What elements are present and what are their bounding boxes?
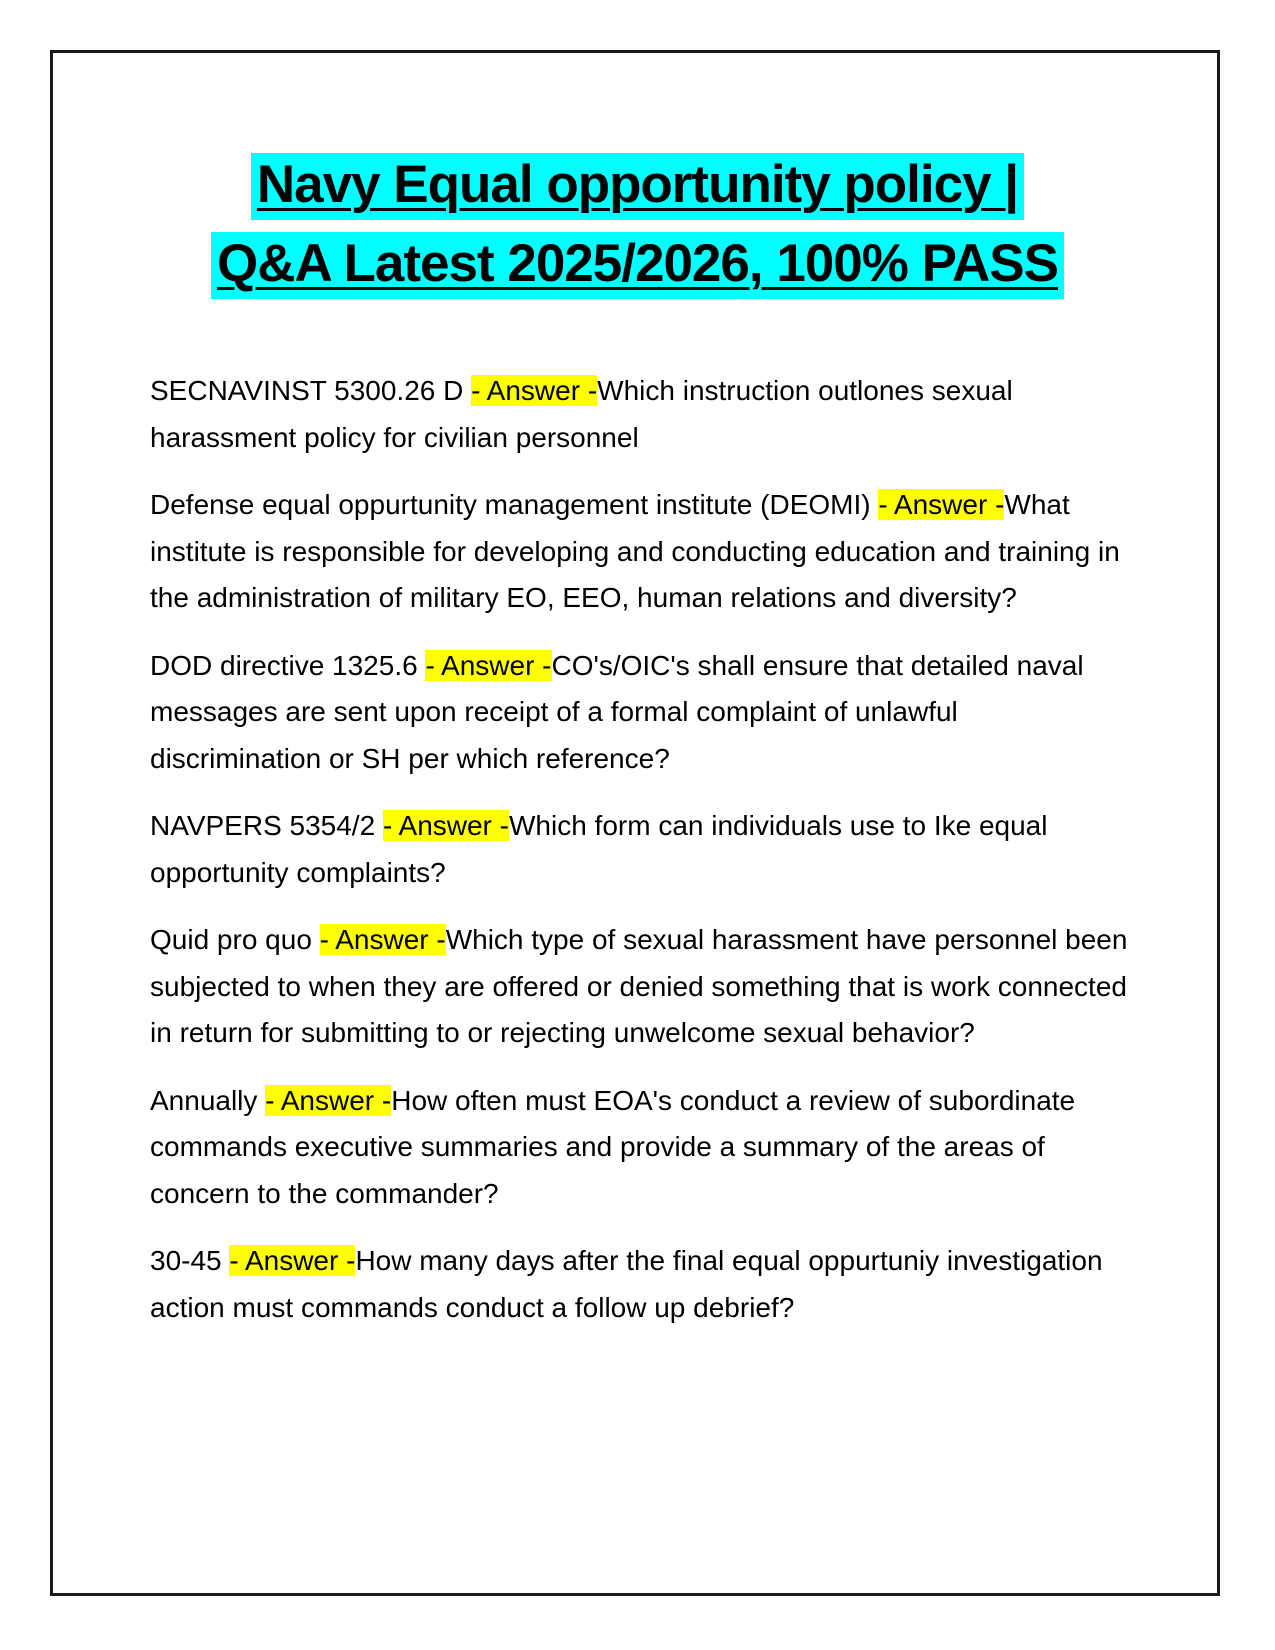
qa-question: What institute is responsible for developing and conducting education and training in the administration of military EO, EEO, human relations and diversity? bbox=[150, 489, 1120, 613]
qa-question: Which type of sexual harassment have personnel been subjected to when they are offered or denied something that is work connected in return for submitting to or rejecting unwelcome sexual behavior? bbox=[150, 924, 1128, 1048]
qa-item bbox=[150, 917, 1130, 1057]
qa-item bbox=[150, 803, 1130, 896]
qa-term: Quid pro quo bbox=[150, 924, 320, 955]
answer-separator: - Answer - bbox=[471, 375, 598, 406]
qa-item bbox=[150, 1238, 1130, 1331]
qa-question: Which instruction outlones sexual harassment policy for civilian personnel bbox=[150, 375, 1013, 453]
title-line-1: Navy Equal opportunity policy | bbox=[251, 153, 1024, 220]
title-line-2: Q&A Latest 2025/2026, 100% PASS bbox=[211, 232, 1064, 299]
qa-question: Which form can individuals use to Ike equal opportunity complaints? bbox=[150, 810, 1048, 888]
qa-item bbox=[150, 482, 1130, 622]
qa-item bbox=[150, 1078, 1130, 1218]
answer-separator: - Answer - bbox=[878, 489, 1005, 520]
qa-question: CO's/OIC's shall ensure that detailed naval messages are sent upon receipt of a formal complaint of unlawful discrimination or SH per which reference? bbox=[150, 649, 1084, 774]
qa-question: How many days after the final equal oppurtuniy investigation action must commands conduct a follow up debrief? bbox=[150, 1245, 1103, 1323]
answer-separator: - Answer - bbox=[382, 810, 509, 841]
qa-question: How often must EOA's conduct a review of subordinate commands executive summaries and provide a summary of the areas of concern to the commander? bbox=[150, 1084, 1076, 1209]
qa-term: DOD directive 1325.6 bbox=[150, 649, 426, 681]
qa-term: Defense equal oppurtunity management institute (DEOMI) bbox=[150, 489, 879, 520]
answer-separator: - Answer - bbox=[319, 924, 446, 955]
qa-list bbox=[150, 368, 1130, 1352]
document-title bbox=[50, 145, 1225, 303]
qa-term: SECNAVINST 5300.26 D bbox=[150, 375, 472, 406]
answer-separator: - Answer - bbox=[425, 649, 552, 681]
qa-term: NAVPERS 5354/2 bbox=[150, 810, 383, 841]
qa-item bbox=[150, 643, 1130, 783]
qa-item bbox=[150, 368, 1130, 461]
answer-separator: - Answer - bbox=[265, 1084, 392, 1116]
answer-separator: - Answer - bbox=[229, 1245, 356, 1276]
qa-term: Annually bbox=[150, 1084, 266, 1116]
qa-term: 30-45 bbox=[150, 1245, 230, 1276]
